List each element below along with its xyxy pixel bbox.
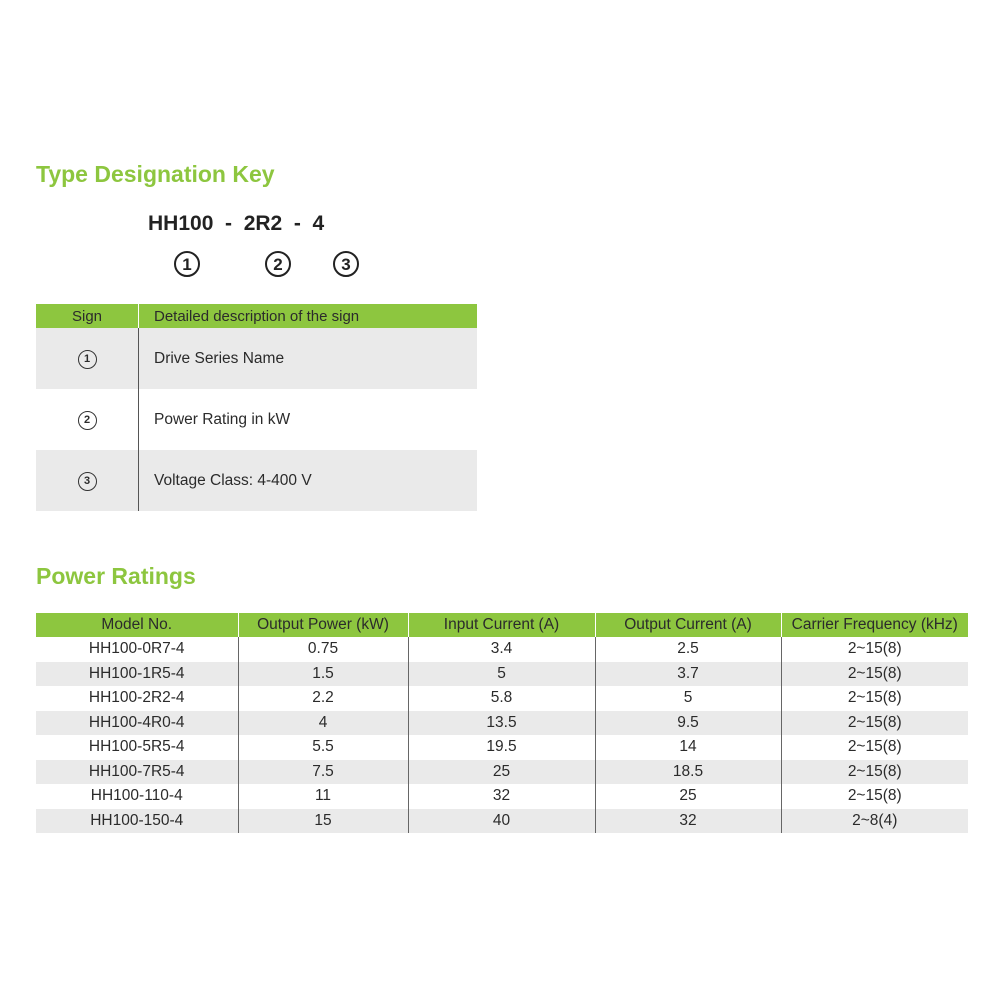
input-current-cell: 32	[408, 784, 595, 809]
carrier-frequency-cell: 2~15(8)	[781, 760, 968, 785]
table-row	[36, 711, 968, 736]
carrier-frequency-cell: 2~15(8)	[781, 637, 968, 662]
model-cell: HH100-0R7-4	[88, 640, 185, 658]
table-row	[36, 637, 968, 662]
model-cell: HH100-2R2-4	[88, 689, 185, 707]
type-code-example: HH100 - 2R2 - 4	[148, 212, 325, 235]
table-row	[36, 686, 968, 711]
output-power-cell: 5.5	[238, 735, 408, 760]
output-power-cell: 0.75	[238, 637, 408, 662]
output-current-cell: 25	[595, 784, 781, 809]
input-current-cell: 5.8	[408, 686, 595, 711]
power-header-row	[36, 613, 968, 637]
description-cell: Power Rating in kW	[154, 410, 291, 428]
input-current-cell: 3.4	[408, 637, 595, 662]
output-power-cell: 7.5	[238, 760, 408, 785]
output-power-cell: 1.5	[238, 662, 408, 687]
description-cell: Drive Series Name	[139, 328, 478, 389]
sign-2-icon: 2	[78, 411, 97, 430]
power-ratings-heading: Power Ratings	[36, 563, 196, 589]
designation-header-row	[36, 304, 477, 328]
output-current-cell: 3.7	[595, 662, 781, 687]
marker-2-icon: 2	[265, 251, 291, 277]
power-ratings-table	[36, 613, 968, 833]
model-cell: HH100-150-4	[36, 809, 238, 834]
designation-row	[36, 328, 477, 389]
input-current-cell: 25	[408, 760, 595, 785]
designation-row	[36, 389, 477, 450]
sign-1-icon: 1	[78, 350, 97, 369]
sign-cell	[36, 450, 139, 511]
input-current-cell: 5	[408, 662, 595, 687]
carrier-frequency-column-header: Carrier Frequency (kHz)	[781, 613, 968, 637]
output-current-cell: 32	[595, 809, 781, 834]
sign-3-icon: 3	[78, 472, 97, 491]
table-row	[36, 809, 968, 834]
designation-table	[36, 304, 477, 511]
output-power-cell: 2.2	[238, 686, 408, 711]
model-cell: HH100-4R0-4	[36, 711, 238, 736]
table-row	[36, 784, 968, 809]
output-power-column-header: Output Power (kW)	[238, 613, 408, 637]
description-column-header: Detailed description of the sign	[139, 304, 478, 328]
output-current-cell: 5	[595, 686, 781, 711]
description-cell: Voltage Class: 4-400 V	[139, 450, 478, 511]
output-current-cell: 14	[595, 735, 781, 760]
output-power-cell: 11	[238, 784, 408, 809]
model-cell: HH100-7R5-4	[36, 760, 238, 785]
output-power-cell: 4	[238, 711, 408, 736]
carrier-frequency-cell: 2~15(8)	[781, 735, 968, 760]
sign-cell	[36, 328, 139, 389]
table-row	[36, 760, 968, 785]
input-current-cell: 40	[408, 809, 595, 834]
carrier-frequency-cell: 2~15(8)	[781, 662, 968, 687]
output-power-cell: 15	[238, 809, 408, 834]
output-current-cell: 9.5	[595, 711, 781, 736]
model-cell: HH100-5R5-4	[88, 738, 185, 756]
table-row	[36, 735, 968, 760]
input-current-cell: 19.5	[408, 735, 595, 760]
model-column-header: Model No.	[36, 613, 238, 637]
model-cell: HH100-110-4	[90, 787, 183, 805]
output-current-cell: 2.5	[595, 637, 781, 662]
type-designation-heading: Type Designation Key	[36, 161, 275, 187]
sign-cell	[36, 389, 139, 450]
carrier-frequency-cell: 2~8(4)	[781, 809, 968, 834]
designation-row	[36, 450, 477, 511]
carrier-frequency-cell: 2~15(8)	[781, 686, 968, 711]
carrier-frequency-cell: 2~15(8)	[781, 711, 968, 736]
sign-column-header: Sign	[36, 304, 139, 328]
marker-1-icon: 1	[174, 251, 200, 277]
table-row	[36, 662, 968, 687]
model-cell: HH100-1R5-4	[36, 662, 238, 687]
output-current-cell: 18.5	[595, 760, 781, 785]
carrier-frequency-cell: 2~15(8)	[781, 784, 968, 809]
marker-3-icon: 3	[333, 251, 359, 277]
output-current-column-header: Output Current (A)	[595, 613, 781, 637]
input-current-column-header: Input Current (A)	[408, 613, 595, 637]
input-current-cell: 13.5	[408, 711, 595, 736]
